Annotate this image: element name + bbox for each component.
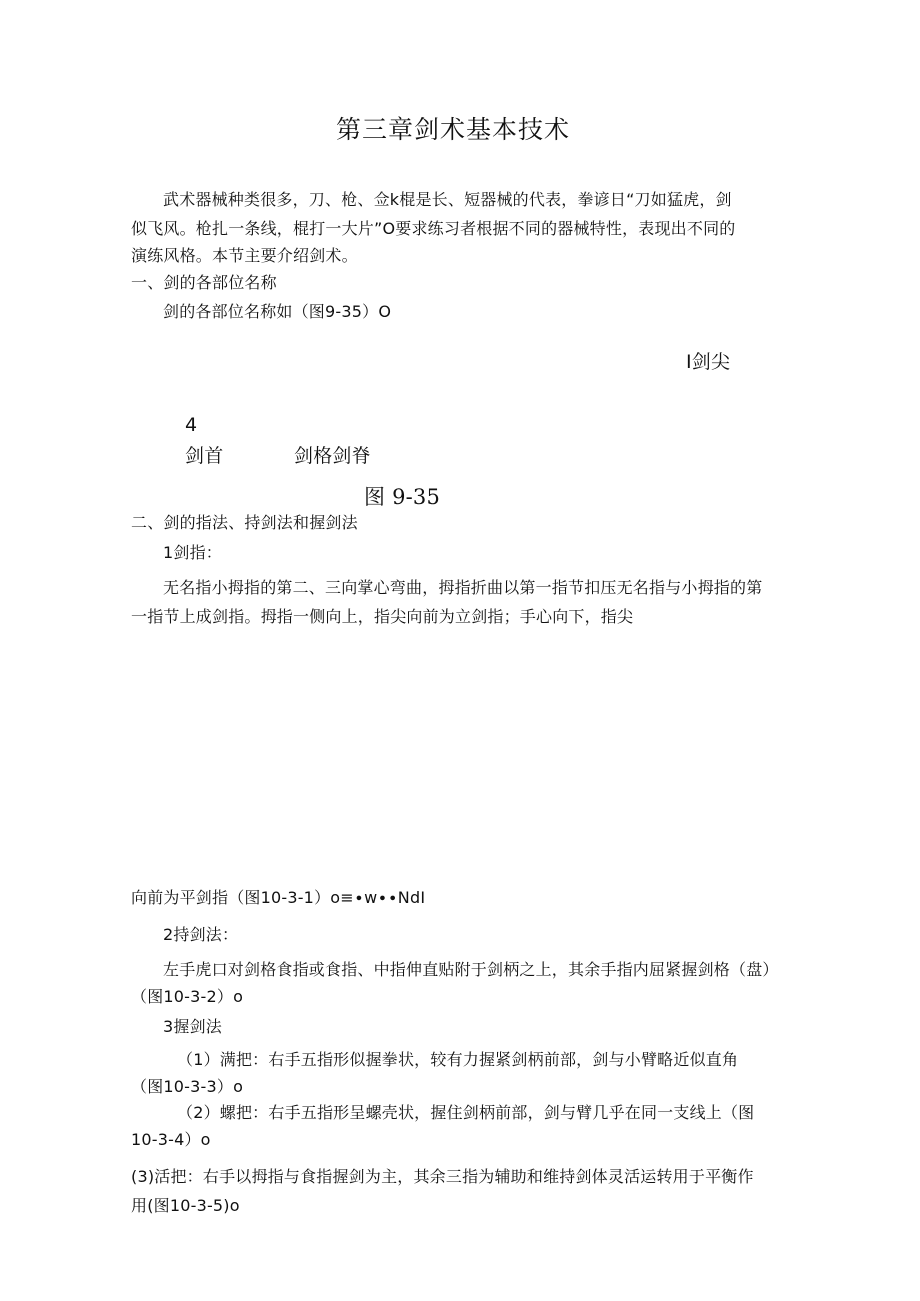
figure-label-guard-ridge: 剑格剑脊 xyxy=(294,445,371,467)
grip-item3-line-1: (3)活把：右手以拇指与食指握剑为主，其余三指为辅助和维持剑体灵活运转用于平衡作 xyxy=(131,1167,754,1186)
figure-label-number: 4 xyxy=(185,414,198,436)
sword-finger-line-1: 无名指小拇指的第二、三向掌心弯曲，拇指折曲以第一指节扣压无名指与小拇指的第 xyxy=(163,578,763,597)
grip-item2-line-1: （2）螺把：右手五指形呈螺壳状，握住剑柄前部，剑与臂几乎在同一支线上（图 xyxy=(177,1103,755,1122)
section2-heading: 二、剑的指法、持剑法和握剑法 xyxy=(131,513,358,532)
grip-heading: 3握剑法 xyxy=(163,1017,222,1036)
intro-line-3: 演练风格。本节主要介绍剑术。 xyxy=(131,246,358,265)
figure-label-pommel: 剑首 xyxy=(185,445,224,467)
grip-item1-line-1: （1）满把：右手五指形似握拳状，较有力握紧剑柄前部，剑与小臂略近似直角 xyxy=(177,1050,739,1069)
sword-finger-line-continued: 向前为平剑指（图10-3-1）o≡∙w∙∙NdI xyxy=(131,888,426,907)
intro-line-2: 似飞风。枪扎一条线，棍打一大片”O要求练习者根据不同的器械特性，表现出不同的 xyxy=(131,219,736,238)
figure-label-tip: I剑尖 xyxy=(686,351,731,373)
chapter-title: 第三章剑术基本技术 xyxy=(336,115,571,144)
intro-line-1: 武术器械种类很多，刀、枪、佥k棍是长、短器械的代表，拳谚日“刀如猛虎，剑 xyxy=(163,190,732,209)
grip-item1-line-2: （图10-3-3）o xyxy=(131,1077,244,1096)
sword-finger-heading: 1剑指： xyxy=(163,543,222,562)
figure-caption: 图 9-35 xyxy=(364,485,441,509)
section1-heading: 一、剑的各部位名称 xyxy=(131,273,277,292)
holding-line-1: 左手虎口对剑格食指或食指、中指伸直贴附于剑柄之上，其余手指内屈紧握剑格（盘） xyxy=(163,960,779,979)
section1-text: 剑的各部位名称如（图9-35）O xyxy=(163,302,392,321)
holding-line-2: （图10-3-2）o xyxy=(131,987,244,1006)
holding-heading: 2持剑法： xyxy=(163,925,239,944)
grip-item3-line-2: 用(图10-3-5)o xyxy=(131,1196,240,1215)
grip-item2-line-2: 10-3-4）o xyxy=(131,1130,211,1149)
sword-finger-line-2: 一指节上成剑指。拇指一侧向上，指尖向前为立剑指；手心向下，指尖 xyxy=(131,607,634,626)
